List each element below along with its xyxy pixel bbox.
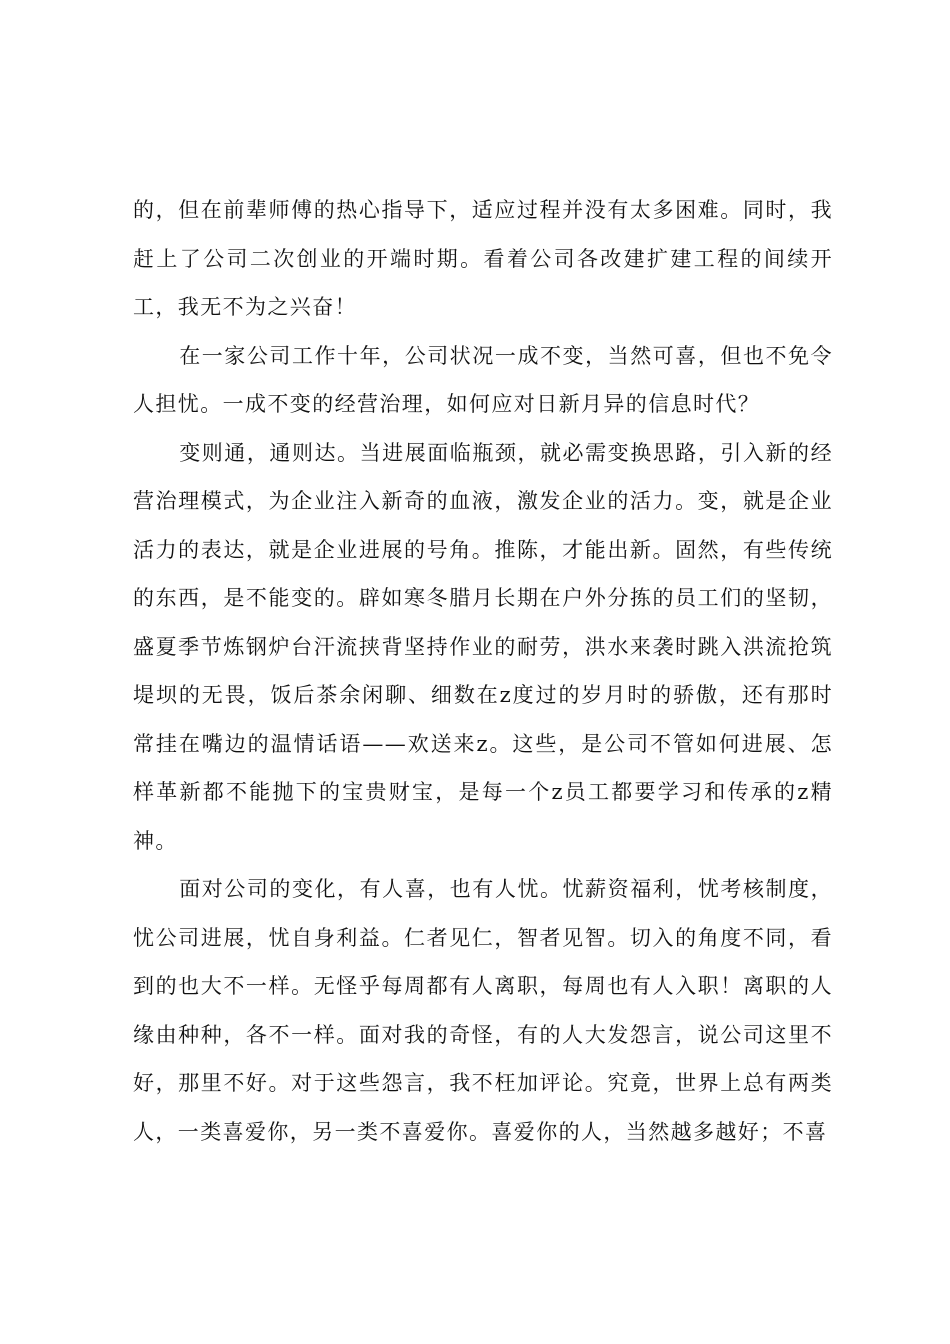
document-page: [133, 186, 833, 1156]
paragraph-4: 面对公司的变化，有人喜，也有人忧。忧薪资福利，忧考核制度，忧公司进展，忧自身利益。仁者见仁，智者见智。切入的角度不同，看到的也大不一样。无怪乎每周都有人离职，每周也有人入职！离职的人缘由种种，各不一样。面对我的奇怪，有的人大发怨言，说公司这里不好，那里不好。对于这些怨言，我不枉加评论。究竟，世界上总有两类人，一类喜爱你，另一类不喜爱你。喜爱你的人，当然越多越好；不喜: [133, 877, 833, 1144]
paragraph-2: 在一家公司工作十年，公司状况一成不变，当然可喜，但也不免令人担忧。一成不变的经营治理，如何应对日新月异的信息时代？: [133, 343, 833, 416]
paragraph-1: 的，但在前辈师傅的热心指导下，适应过程并没有太多困难。同时，我赶上了公司二次创业的开端时期。看着公司各改建扩建工程的间续开工，我无不为之兴奋！: [133, 198, 833, 319]
paragraph-3: 变则通，通则达。当进展面临瓶颈，就必需变换思路，引入新的经营治理模式，为企业注入新奇的血液，激发企业的活力。变，就是企业活力的表达，就是企业进展的号角。推陈，才能出新。固然，有些传统的东西，是不能变的。辟如寒冬腊月长期在户外分拣的员工们的坚韧，盛夏季节炼钢炉台汗流挟背坚持作业的耐劳，洪水来袭时跳入洪流抢筑堤坝的无畏，饭后茶余闲聊、细数在z度过的岁月时的骄傲，还有那时常挂在嘴边的温情话语——欢送来z。这些，是公司不管如何进展、怎样革新都不能抛下的宝贵财宝，是每一个z员工都要学习和传承的z精神。: [133, 440, 833, 853]
